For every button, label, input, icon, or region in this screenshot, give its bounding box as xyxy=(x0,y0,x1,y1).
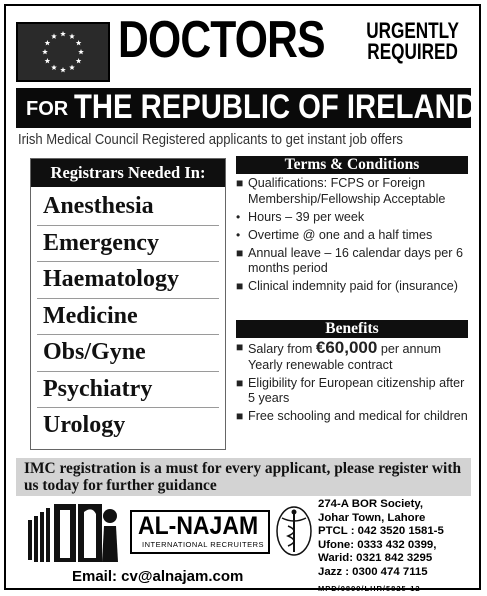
term-text: Qualifications: FCPS or Foreign Membership/Fellowship Acceptable xyxy=(248,176,446,206)
flag-star xyxy=(60,67,66,72)
urgent-line-1: URGENTLY xyxy=(366,18,459,43)
bullet-icon: ■ xyxy=(236,409,244,423)
registrars-title: Registrars Needed In: xyxy=(31,159,225,187)
urgent-label xyxy=(358,20,467,62)
subheadline: Irish Medical Council Registered applicants to get instant job offers xyxy=(18,132,403,148)
specialty-item: Emergency xyxy=(37,226,219,263)
bullet-icon: • xyxy=(236,227,241,242)
specialty-item: Medicine xyxy=(37,299,219,336)
specialty-item: Urology xyxy=(43,412,126,438)
specialty-item: Anesthesia xyxy=(37,189,219,226)
phone-ufone: Ufone: 0333 432 0399, xyxy=(318,538,437,551)
bullet-icon: ■ xyxy=(236,279,244,293)
flag-star xyxy=(76,58,82,63)
specialty-item: Psychiatry xyxy=(37,372,219,409)
company-name: AL-NAJAM xyxy=(138,512,259,540)
term-text: Hours – 39 per week xyxy=(248,209,365,224)
term-text: Clinical indemnity paid for (insurance) xyxy=(248,279,458,293)
company-subtitle: INTERNATIONAL RECRUITERS xyxy=(142,540,265,549)
flag-star xyxy=(45,40,51,45)
list-item xyxy=(234,176,474,207)
benefit-text: Free schooling and medical for children xyxy=(248,409,468,423)
company-logo-icon xyxy=(26,498,126,570)
flag-star xyxy=(42,49,48,54)
list-item xyxy=(234,376,474,407)
brand-box xyxy=(130,510,270,554)
terms-list xyxy=(234,176,474,297)
flag-star xyxy=(51,65,57,70)
bullet-icon: ■ xyxy=(236,375,244,390)
salary-amount: €60,000 xyxy=(315,338,378,357)
benefits-title: Benefits xyxy=(236,320,468,338)
bullet-icon: • xyxy=(236,209,241,224)
list-item xyxy=(234,279,474,295)
flag-star xyxy=(60,31,66,36)
specialty-list xyxy=(31,189,225,445)
email-link[interactable]: Email: cv@alnajam.com xyxy=(72,568,244,585)
terms-title: Terms & Conditions xyxy=(236,156,468,174)
notice-text: IMC registration is a must for every applicant, please register with us today for further guidance xyxy=(24,460,462,494)
flag-star xyxy=(51,33,57,38)
benefit-text: Eligibility for European citizenship after 5 years xyxy=(248,375,465,405)
bullet-icon: ■ xyxy=(236,176,244,190)
address-line: 274-A BOR Society, xyxy=(318,498,424,510)
registrars-panel xyxy=(30,158,226,450)
urgent-line-2: REQUIRED xyxy=(367,39,458,64)
flag-star xyxy=(69,65,75,70)
eu-flag-icon xyxy=(16,22,110,82)
country-banner xyxy=(16,88,477,128)
specialty-item: Haematology xyxy=(37,262,219,299)
flag-star xyxy=(78,49,84,54)
phone-jazz: Jazz : 0300 474 7115 xyxy=(318,565,428,578)
specialty-item: Obs/Gyne xyxy=(37,335,219,372)
license-reference: MPD/0899/LHR/5825-12 xyxy=(318,583,421,593)
flag-star xyxy=(45,58,51,63)
flag-star xyxy=(69,33,75,38)
address-line: Johar Town, Lahore xyxy=(318,511,426,524)
list-item xyxy=(234,409,474,425)
salary-prefix: Salary from xyxy=(248,342,316,356)
benefits-list xyxy=(234,340,474,427)
list-item xyxy=(234,228,474,244)
job-advertisement xyxy=(4,4,481,593)
headline: DOCTORS xyxy=(118,11,325,69)
term-text: Overtime @ one and a half times xyxy=(248,227,433,242)
bullet-icon: ■ xyxy=(236,245,244,260)
for-word: FOR xyxy=(26,98,69,120)
salary-suffix: per annum Yearly renewable contract xyxy=(248,342,442,372)
caduceus-icon xyxy=(274,504,314,558)
list-item xyxy=(234,210,474,226)
phone-ptcl: PTCL : 042 3520 1581-5 xyxy=(318,525,444,538)
contact-block xyxy=(318,498,478,595)
term-text: Annual leave – 16 calendar days per 6 months period xyxy=(248,245,463,275)
notice-box xyxy=(16,458,471,496)
list-item xyxy=(234,340,474,373)
country-name: THE REPUBLIC OF IRELAND xyxy=(74,88,477,126)
bullet-icon: ■ xyxy=(236,340,244,354)
flag-star xyxy=(76,40,82,45)
list-item xyxy=(234,246,474,277)
phone-warid: Warid: 0321 842 3295 xyxy=(318,552,433,565)
